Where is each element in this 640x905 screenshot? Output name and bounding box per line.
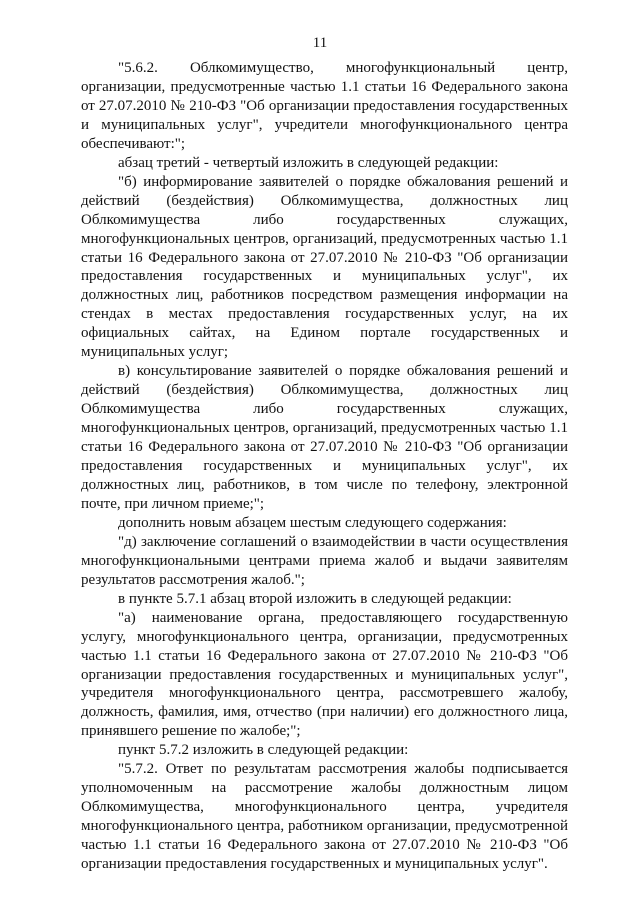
paragraph-a-name-of-body: "а) наименование органа, предоставляющего государственную услугу, многофункционального центра, организации, предусмотренных частью 1.1 статьи 16 Федерального закона от 27.07.2010 № 210-ФЗ "Об организации предоставления государственных и муниципальных услуг", учредителя многофункционального центра, рассмотревшего жалобу, должность, фамилия, имя, отчество (при наличии) его должностного лица, принявшего решение по жалобе;"; bbox=[81, 609, 568, 740]
document-body bbox=[81, 59, 568, 874]
paragraph-instruction-third-fourth: абзац третий - четвертый изложить в следующей редакции: bbox=[118, 154, 499, 171]
paragraph-instruction-sixth: дополнить новым абзацем шестым следующего содержания: bbox=[118, 514, 507, 531]
paragraph-5-6-2: "5.6.2. Облкомимущество, многофункциональный центр, организации, предусмотренные частью 1.1 статьи 16 Федерального закона от 27.07.2010 № 210-ФЗ "Об организации предоставления государственных и муниципальных услуг", учредители многофункционального центра обеспечивают:"; bbox=[81, 60, 568, 152]
paragraph-instruction-5-7-2: пункт 5.7.2 изложить в следующей редакции: bbox=[118, 742, 409, 759]
paragraph-5-7-2: "5.7.2. Ответ по результатам рассмотрения жалобы подписывается уполномоченным на рассмотрение жалобы должностным лицом Облкомимущества, многофункционального центра, учредителя многофункционального центра, работником организации, предусмотренной частью 1.1 статьи 16 Федерального закона от 27.07.2010 № 210-ФЗ "Об организации предоставления государственных и муниципальных услуг". bbox=[81, 761, 568, 873]
paragraph-b-informing: "б) информирование заявителей о порядке обжалования решений и действий (бездействия) Облкомимущества, должностных лиц Облкомимущества либо государственных служащих, многофункциональных центров, организаций, предусмотренных частью 1.1 статьи 16 Федерального закона от 27.07.2010 № 210-ФЗ "Об организации предоставления государственных и муниципальных услуг", их должностных лиц, работников посредством размещения информации на стендах в местах предоставления государственных услуг, на их официальных сайтах, на Едином портале государственных и муниципальных услуг; bbox=[81, 173, 568, 361]
paragraph-v-consulting: в) консультирование заявителей о порядке обжалования решений и действий (бездействия) Облкомимущества, должностных лиц Облкомимущества либо государственных служащих, многофункциональных центров, организаций, предусмотренных частью 1.1 статьи 16 Федерального закона от 27.07.2010 № 210-ФЗ "Об организации предоставления государственных и муниципальных услуг", их должностных лиц, работников, в том числе по телефону, электронной почте, при личном приеме;"; bbox=[81, 363, 568, 512]
paragraph-d-agreements: "д) заключение соглашений о взаимодействии в части осуществления многофункциональными центрами приема жалоб и выдачи заявителям результатов рассмотрения жалоб."; bbox=[81, 533, 568, 588]
paragraph-instruction-5-7-1: в пункте 5.7.1 абзац второй изложить в следующей редакции: bbox=[118, 590, 512, 607]
page-number: 11 bbox=[312, 35, 328, 51]
